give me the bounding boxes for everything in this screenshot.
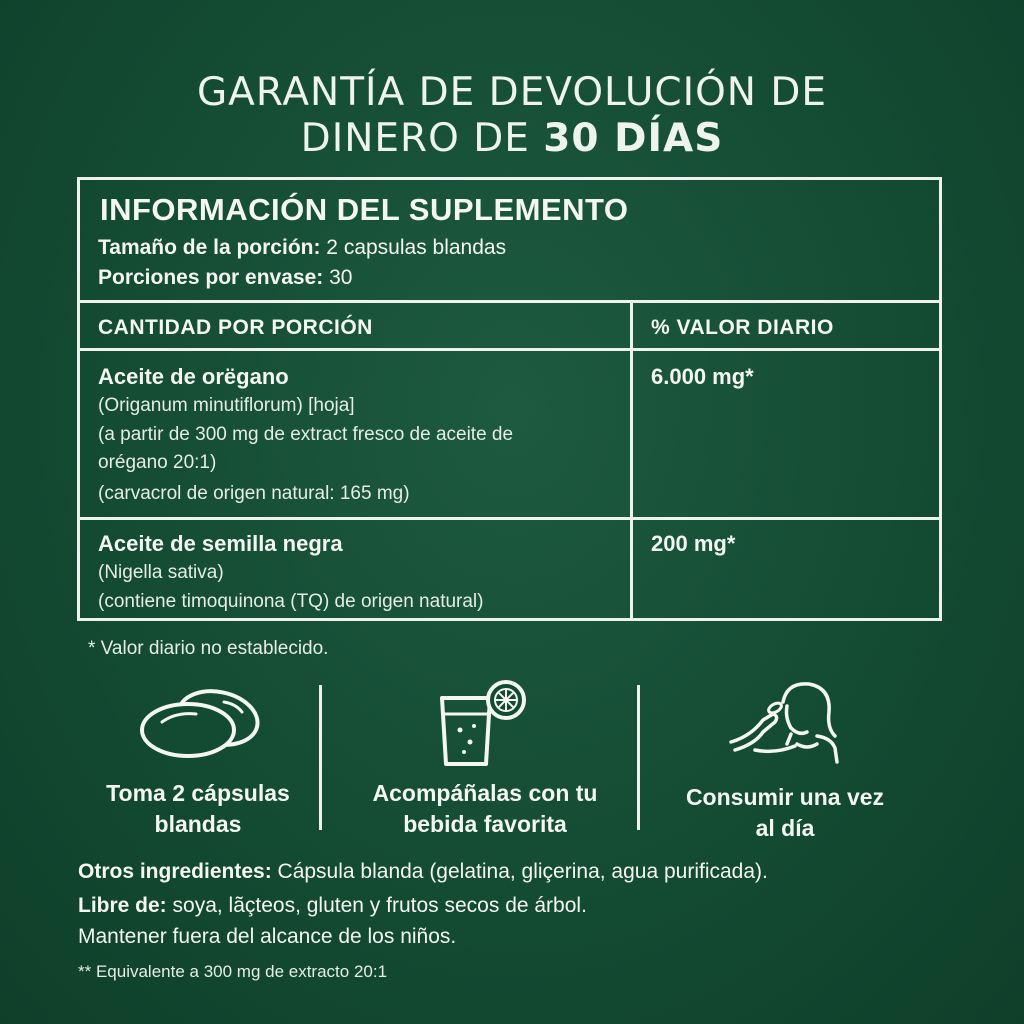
headline-line-2-bold: 30 DÍAS [543,116,724,161]
feature-label-line: al día [755,815,815,841]
free-of [78,894,587,918]
row-divider [80,517,939,520]
feature-divider [319,685,322,830]
headline-line-2 [0,116,1024,162]
feature-label-line: Acompáñalas con tu [372,780,598,806]
other-ingredients [78,860,768,884]
feature-label-line: blandas [154,811,242,837]
ingredient-detail: (Nigella sativa) [98,562,224,583]
headline-line-2-prefix: DINERO DE [300,116,544,161]
feature-label-line: Consumir una vez [685,784,885,810]
servings-value: 30 [323,266,353,289]
daily-value-footnote: * Valor diario no establecido. [88,638,329,659]
drink-glass-icon [430,680,540,770]
feature-label-line: Toma 2 cápsulas [106,780,290,806]
servings-label: Porciones por envase: [98,266,324,289]
ingredient-detail: (a partir de 300 mg de extract fresco de aceite de [98,424,514,445]
equivalent-note: ** Equivalente a 300 mg de extracto 20:1 [78,962,388,981]
ingredient-detail: orégano 20:1) [98,452,217,473]
feature-label [660,782,910,844]
headline-line-1: GARANTÍA DE DEVOLUCIÓN DE [196,70,828,115]
ingredient-name: Aceite de orëgano [98,364,289,389]
other-ingredients-value: Cápsula blanda (gelatina, gliçerina, agua purificada). [271,860,768,883]
row-divider [80,348,939,351]
ingredient-amount: 200 mg* [651,531,736,556]
servings-per-container [98,266,352,290]
serving-size-value: 2 capsulas blandas [320,236,507,259]
softgel-capsules-icon [128,680,268,760]
feature-label [345,778,625,840]
feature-label-line: bebida favorita [403,811,567,837]
column-header-amount: CANTIDAD POR PORCIÓN [98,316,373,339]
supplement-facts-panel [77,177,942,621]
ingredient-name: Aceite de semilla negra [98,531,343,556]
serving-size [98,236,506,260]
guarantee-headline [0,70,1024,162]
feature-softgels [88,680,308,840]
other-ingredients-label: Otros ingredientes: [78,860,272,883]
ingredient-amount: 6.000 mg* [651,364,754,389]
ingredient-detail: (contiene timoquinona (TQ) de origen natural) [98,591,484,612]
serving-size-label: Tamaño de la porción: [98,236,321,259]
panel-title: INFORMACIÓN DEL SUPLEMENTO [100,192,629,227]
keep-away-warning: Mantener fuera del alcance de los niños. [78,925,457,948]
column-header-daily-value: % VALOR DIARIO [651,316,834,339]
feature-drink [345,680,625,840]
free-of-value: soya, lãçteos, gluten y frutos secos de árbol. [166,894,587,917]
ingredient-detail: (carvacrol de origen natural: 165 mg) [98,483,410,504]
free-of-label: Libre de: [78,894,167,917]
person-taking-pill-icon [725,680,845,764]
feature-label [88,778,308,840]
panel-header [80,180,939,303]
ingredient-detail: (Origanum minutiflorum) [hoja] [98,395,355,416]
feature-once-daily [660,680,910,844]
feature-divider [637,685,640,830]
